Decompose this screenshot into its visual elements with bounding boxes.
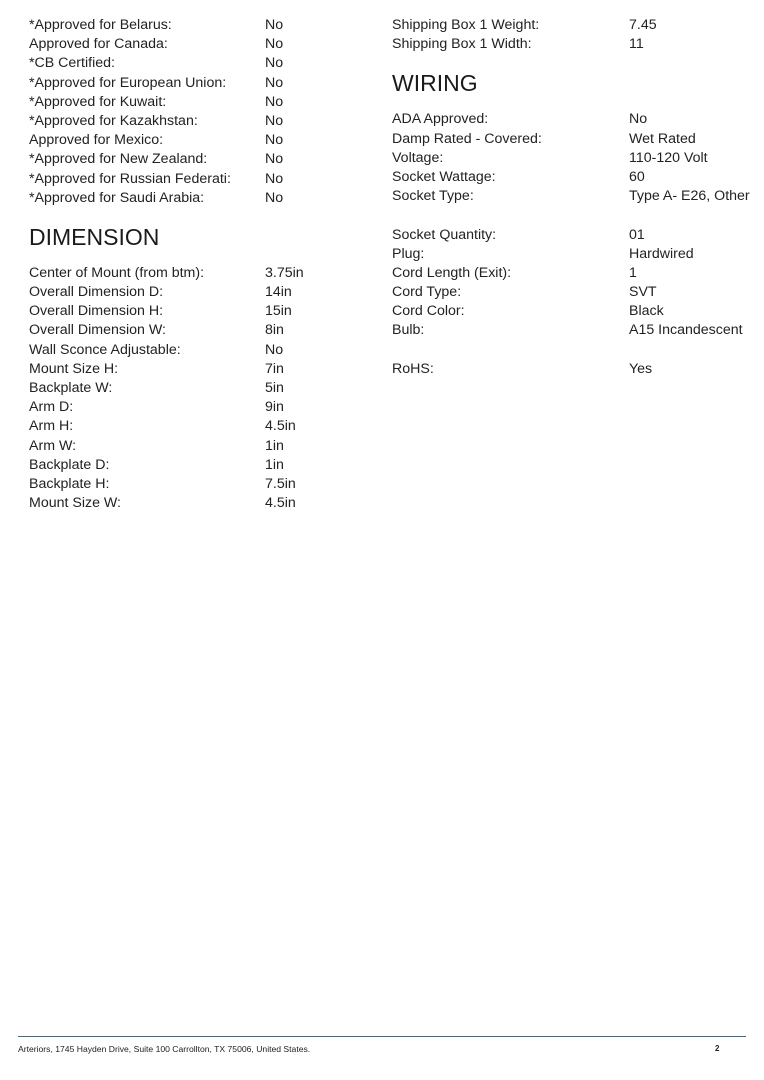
spec-label: Backplate W: [29,380,113,396]
spec-row [392,321,752,359]
spec-label: Damp Rated - Covered: [392,130,542,147]
spec-row [29,131,359,150]
spec-value: Wet Rated [629,130,696,147]
spec-row [29,16,359,35]
spec-value: No [265,17,284,33]
spec-value: Black [629,303,664,320]
spec-value: 7.45 [629,17,657,33]
spec-value: SVT [629,284,657,301]
spec-label: *Approved for Kuwait: [29,93,167,110]
spec-value: 01 [629,226,645,243]
spec-value: A15 Incandescent [629,322,743,339]
spec-row [392,264,752,283]
spec-value: No [265,132,284,149]
spec-value: No [629,111,648,128]
spec-row [29,189,359,208]
spec-label: Mount Size W: [29,495,121,512]
spec-value: 4.5in [265,495,296,512]
spec-label: *CB Certified: [29,55,115,72]
spec-label: Overall Dimension H: [29,303,164,320]
spec-row [29,74,359,93]
spec-label: Socket Quantity: [392,226,497,243]
spec-label: Bulb: [392,322,425,339]
spec-label: *Approved for Kazakhstan: [29,112,198,129]
spec-row [392,187,752,225]
spec-value: No [265,341,284,358]
spec-label: Cord Length (Exit): [392,264,512,281]
spec-label: Overall Dimension W: [29,322,166,339]
spec-label: Shipping Box 1 Width: [392,36,532,53]
spec-value: No [265,151,284,168]
spec-value: 110-120 Volt [629,149,708,166]
spec-row [392,110,752,129]
right-column [392,16,752,379]
spec-value: 1in [265,437,284,454]
spec-value: 60 [629,168,645,185]
spec-row [29,398,359,417]
spec-value: 7in [265,360,284,377]
spec-row [29,379,359,398]
spec-value: No [265,74,284,91]
spec-label: Backplate H: [29,475,110,492]
spec-label: Center of Mount (from btm): [29,264,205,281]
spec-row [29,456,359,475]
spec-row [29,437,359,456]
spec-label: Arm H: [29,418,74,435]
spec-row [29,475,359,494]
spec-value: 14in [265,284,292,301]
spec-row [392,35,752,54]
spec-row [29,494,359,513]
spec-row [29,283,359,302]
spec-label: Shipping Box 1 Weight: [392,17,540,33]
spec-row [392,302,752,321]
spec-row [392,149,752,168]
spec-label: *Approved for Saudi Arabia: [29,189,205,206]
spec-label: Cord Type: [392,284,462,301]
spec-row [29,93,359,112]
spec-value: No [265,170,284,187]
spec-value: No [265,55,284,72]
spec-row [392,245,752,264]
spec-value: 15in [265,303,292,320]
left-column [29,16,359,513]
spec-row [392,130,752,149]
spec-label: Socket Type: [392,188,474,205]
spec-row [29,35,359,54]
spec-value: 3.75in [265,264,304,281]
spec-value: 1in [265,456,284,473]
spec-label: *Approved for European Union: [29,74,227,91]
spec-row [29,341,359,360]
spec-label: *Approved for Russian Federati: [29,170,231,187]
spec-row [29,417,359,436]
footer-divider [18,1036,746,1037]
spec-label: *Approved for Belarus: [29,17,172,33]
spec-row [29,54,359,73]
spec-label: Approved for Mexico: [29,132,164,149]
spec-value: 1 [629,264,637,281]
dimension-list [29,264,359,513]
spec-value: Yes [629,360,653,377]
spec-value: No [265,36,284,53]
spec-row [392,283,752,302]
spec-label: Arm W: [29,437,77,454]
spec-value: 5in [265,380,284,396]
spec-value: 8in [265,322,284,339]
spec-label: *Approved for New Zealand: [29,151,208,168]
shipping-list [392,16,752,54]
spec-label: Cord Color: [392,303,465,320]
spec-label: Voltage: [392,149,444,166]
spec-row [392,168,752,187]
spec-row [29,170,359,189]
approvals-list [29,16,359,208]
spec-row [392,360,752,379]
dimension-heading: DIMENSION [29,223,160,250]
spec-row [29,302,359,321]
spec-value: 7.5in [265,475,296,492]
spec-label: Mount Size H: [29,360,119,377]
spec-row [392,16,752,35]
spec-label: Socket Wattage: [392,168,496,185]
spec-label: Overall Dimension D: [29,284,164,301]
spec-value: Hardwired [629,245,694,262]
spec-label: Plug: [392,245,425,262]
footer-address: Arteriors, 1745 Hayden Drive, Suite 100 Carrollton, TX 75006, United States. [18,1044,311,1054]
spec-value: No [265,93,284,110]
spec-label: Backplate D: [29,456,110,473]
spec-value: 11 [629,36,644,53]
spec-value: No [265,112,284,129]
spec-label: Wall Sconce Adjustable: [29,341,181,358]
spec-row [29,360,359,379]
spec-value: 9in [265,399,284,416]
spec-value: 4.5in [265,418,296,435]
spec-label: Approved for Canada: [29,36,168,53]
spec-row [29,112,359,131]
wiring-heading: WIRING [392,70,478,97]
wiring-list [392,110,752,379]
spec-label: RoHS: [392,360,434,377]
spec-value: No [265,189,284,206]
spec-label: Arm D: [29,399,74,416]
spec-value: Type A- E26, Other [629,188,750,205]
page-number: 2 [715,1044,720,1053]
spec-row [29,150,359,169]
spec-row [29,321,359,340]
spec-label: ADA Approved: [392,111,489,128]
spec-row [392,226,752,245]
spec-row [29,264,359,283]
